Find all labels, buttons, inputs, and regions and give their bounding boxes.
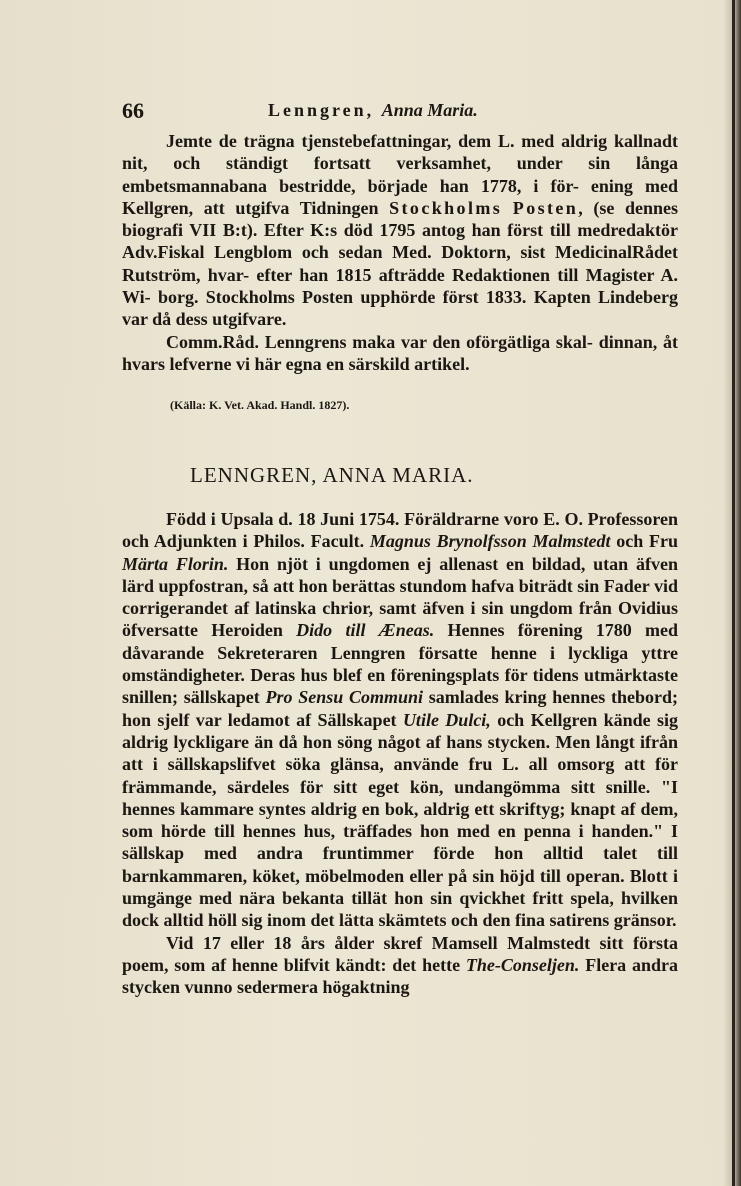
page-edge-line <box>732 0 735 1186</box>
running-head-name: Anna Maria. <box>381 100 478 120</box>
line: efter han 1815 afträdde Redaktionen till Magister A. Wi- <box>122 264 678 308</box>
spaced-word: Stockholms <box>389 197 503 218</box>
line: kallnadt nit, och ständigt fortsatt verksamhet, under sin <box>122 131 679 174</box>
line: Comm.Råd. Lenngrens maka var den oförgätliga skal- <box>166 331 593 352</box>
line: dinnan, åt hvars lefverne vi här egna en särskild artikel. <box>122 331 679 374</box>
paragraph-1 <box>122 130 678 331</box>
text-run: samlades kring hennes thebord; hon sjelf var ledamot af Sällskapet <box>122 687 678 730</box>
previous-article-ending <box>122 130 678 375</box>
article-title: LENNGREN, ANNA MARIA. <box>190 463 474 487</box>
line: antog han först till medredaktör Adv.Fiskal Lengblom och <box>122 220 678 263</box>
line: borg. Stockholms Posten upphörde först 1833. Kapten <box>157 287 591 308</box>
line: Lindeberg var då dess utgifvare. <box>122 287 679 330</box>
italic-name: Utile Dulci, <box>402 709 491 730</box>
text-run: Flera andra stycken vunno sedermera högaktning <box>122 954 678 998</box>
text-run: och Kellgren kände sig aldrig lyckligare än då hon söng något af hans stycken. Men långt ifrån att i sällskapslifvet söka glänsa, använde fru L. all omsorg att för främmande, särdeles för sitt eget kön, undangömma sitt snille. "I hennes kammare syntes aldrig en bok, aldrig ett skriftyg; knapt af dem, som hörde till hennes hus, träffades hon med en penna i handen." I sällskap med andra fruntimmer förde hon alltid talet till barnkammaren, köket, möbelmoden eller på sin höjd till operan. Blott i umgänge med nära bekanta tillät hon sin qvickhet fritt spela, hvilken dock alltid höll sig inom det lätta skämtets och den fina satirens gränsor. <box>122 709 678 931</box>
italic-name: Pro Sensu Communi <box>265 687 424 708</box>
text-run: och Fru <box>610 531 678 552</box>
line: ening med Kellgren, att utgifva Tidningen <box>122 175 678 218</box>
page-header <box>122 98 682 122</box>
spaced-word: Posten <box>512 197 579 218</box>
source-citation: (Källa: K. Vet. Akad. Handl. 1827). <box>170 398 350 412</box>
text-run: Född i Upsala d. 18 Juni 1754. Föräldrarne voro E. O. Professoren och Adjunkten i Philos. Facult. <box>122 509 678 552</box>
italic-name: Dido till Æneas. <box>296 620 435 641</box>
paragraph-2 <box>122 331 678 376</box>
italic-name: Märta Florin. <box>122 553 229 574</box>
article-paragraph-2 <box>122 932 678 999</box>
text-run: Vid 17 eller 18 års ålder skref Mamsell Malmstedt sitt första poem, som af henne blifvit kändt: det hette <box>122 932 678 975</box>
page-number: 66 <box>122 98 144 123</box>
line: , (se dennes biografi VII B:t). Efter K:s död 1795 <box>122 197 678 241</box>
article-body <box>122 508 678 999</box>
line: sedan Med. Doktorn, sist MedicinalRådet Rutström, hvar- <box>122 242 679 285</box>
running-head-surname: Lenngren, <box>268 100 375 120</box>
text-run: Hon njöt i ungdomen ej allenast en bildad, utan äfven lärd uppfostran, så att hon berättas stundom hafva biträdt sin Fader vid corrigerandet af latinska chrior, samt äfven i sin ungdom från Ovidius öfversatte Heroiden <box>122 553 678 641</box>
article-paragraph-1 <box>122 508 678 932</box>
italic-name: Magnus Brynolfsson Malmstedt <box>369 531 611 552</box>
line: långa embetsmannabana bestridde, började han 1778, i för- <box>122 153 678 196</box>
line: Jemte de trägna tjenstebefattningar, dem L. med aldrig <box>166 131 608 151</box>
italic-name: The-Conseljen. <box>465 954 580 975</box>
running-head <box>268 100 478 121</box>
text-run: Hennes förening 1780 med dåvarande Sekreteraren Lenngren försatte henne i lyckliga yttre omständigheter. Deras hus blef en föreningsplats för tidens utmärktaste snillen; sällskapet <box>122 620 679 708</box>
